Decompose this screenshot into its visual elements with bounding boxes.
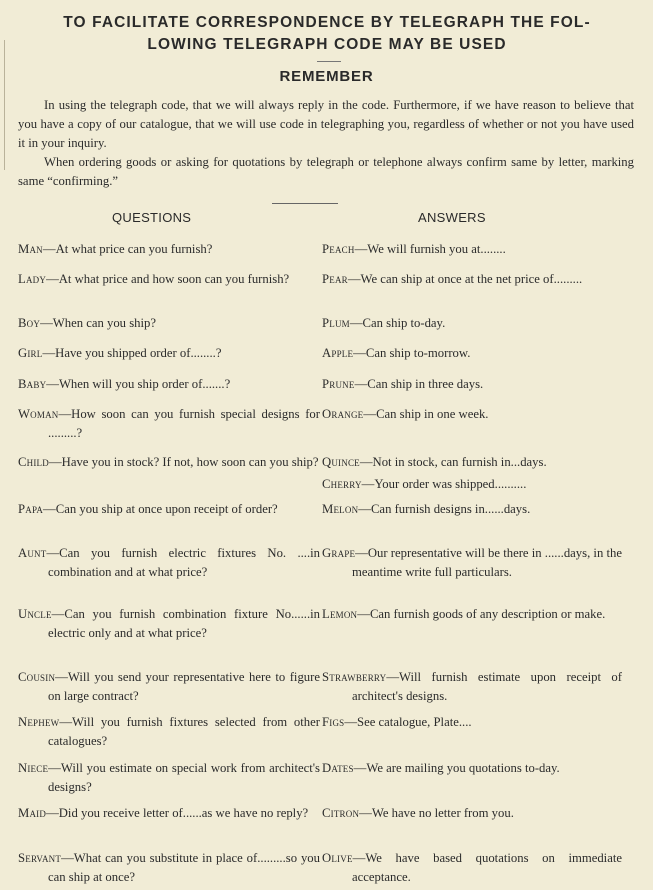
question-entry bbox=[18, 668, 320, 706]
answer-text: —Our representative will be there in ......days, in the meantime write full particulars. bbox=[352, 546, 622, 579]
code-word: Grape bbox=[322, 546, 356, 560]
answer-text: —We have based quotations on immediate acceptance. bbox=[352, 851, 622, 884]
code-word: Woman bbox=[18, 407, 59, 421]
code-word: Lemon bbox=[322, 607, 358, 621]
code-word: Quince bbox=[322, 455, 360, 469]
answer-text: —We can ship at once at the net price of......... bbox=[347, 272, 583, 286]
answers-heading: ANSWERS bbox=[418, 210, 486, 225]
code-word: Plum bbox=[322, 316, 350, 330]
code-word: Strawberry bbox=[322, 670, 387, 684]
question-entry bbox=[18, 804, 320, 823]
code-word: Girl bbox=[18, 346, 43, 360]
code-word: Peach bbox=[322, 242, 355, 256]
page-title bbox=[14, 12, 640, 56]
question-text: —Have you shipped order of........? bbox=[42, 346, 222, 360]
code-word: Cherry bbox=[322, 477, 362, 491]
code-word: Melon bbox=[322, 502, 359, 516]
code-word: Dates bbox=[322, 761, 354, 775]
code-word: Niece bbox=[18, 761, 49, 775]
question-entry bbox=[18, 405, 320, 443]
questions-heading: QUESTIONS bbox=[112, 210, 192, 225]
answer-entry bbox=[322, 453, 622, 472]
code-word: Pear bbox=[322, 272, 348, 286]
question-text: —Did you receive letter of......as we have no reply? bbox=[46, 806, 309, 820]
answer-text: —We have no letter from you. bbox=[359, 806, 514, 820]
answer-text: —See catalogue, Plate.... bbox=[344, 715, 472, 729]
code-word: Nephew bbox=[18, 715, 60, 729]
code-word: Cousin bbox=[18, 670, 56, 684]
answer-text: —Can ship in one week. bbox=[363, 407, 489, 421]
answer-entry bbox=[322, 713, 622, 732]
question-entry bbox=[18, 453, 320, 472]
question-text: —Can you furnish combination fixture No......in electric only and at what price? bbox=[48, 607, 320, 640]
code-word: Boy bbox=[18, 316, 41, 330]
answer-entry bbox=[322, 668, 622, 706]
answer-entry bbox=[322, 475, 622, 494]
answer-entry bbox=[322, 375, 622, 394]
intro-paragraph-1: In using the telegraph code, that we will always reply in the code. Furthermore, if we have reason to believe that you have a copy of our catalogue, that we will use code in telegraphing you, regardless of whether or not you have used it in your inquiry. bbox=[18, 98, 634, 150]
answer-entry bbox=[322, 804, 622, 823]
intro-text bbox=[18, 96, 634, 191]
question-text: —What can you substitute in place of.........so you can ship at once? bbox=[48, 851, 320, 884]
answer-entry bbox=[322, 544, 622, 582]
code-word: Aunt bbox=[18, 546, 47, 560]
answer-entry bbox=[322, 849, 622, 887]
question-text: —Will you send your representative here to figure on large contract? bbox=[48, 670, 320, 703]
question-text: —When will you ship order of.......? bbox=[46, 377, 231, 391]
question-text: —How soon can you furnish special designs for .........? bbox=[48, 407, 320, 440]
answer-entry bbox=[322, 314, 622, 333]
answer-text: —Not in stock, can furnish in...days. bbox=[359, 455, 547, 469]
answer-text: —Can furnish goods of any description or make. bbox=[357, 607, 606, 621]
question-entry bbox=[18, 849, 320, 887]
code-word: Orange bbox=[322, 407, 364, 421]
question-entry bbox=[18, 344, 320, 363]
code-word: Prune bbox=[322, 377, 355, 391]
answer-text: —Can ship to-day. bbox=[349, 316, 446, 330]
question-entry bbox=[18, 375, 320, 394]
question-entry bbox=[18, 759, 320, 797]
answer-entry bbox=[322, 500, 622, 519]
question-entry bbox=[18, 240, 320, 259]
remember-heading: REMEMBER bbox=[279, 68, 374, 85]
question-entry bbox=[18, 500, 320, 519]
code-word: Citron bbox=[322, 806, 360, 820]
answer-text: —Can ship in three days. bbox=[354, 377, 484, 391]
question-entry bbox=[18, 544, 320, 582]
question-text: —At what price and how soon can you furnish? bbox=[46, 272, 290, 286]
code-word: Papa bbox=[18, 502, 44, 516]
code-word: Olive bbox=[322, 851, 353, 865]
answer-text: —Will furnish estimate upon receipt of architect's designs. bbox=[352, 670, 622, 703]
question-text: —Will you estimate on special work from architect's designs? bbox=[48, 761, 320, 794]
question-text: —Can you furnish electric fixtures No. ....in combination and at what price? bbox=[46, 546, 320, 579]
answer-text: —Can ship to-morrow. bbox=[353, 346, 471, 360]
question-text: —At what price can you furnish? bbox=[42, 242, 213, 256]
answer-text: —Your order was shipped.......... bbox=[361, 477, 527, 491]
title-line-2: LOWING TELEGRAPH CODE MAY BE USED bbox=[147, 36, 507, 53]
question-text: —Will you furnish fixtures selected from other catalogues? bbox=[48, 715, 320, 748]
section-divider bbox=[272, 203, 338, 204]
intro-paragraph-2: When ordering goods or asking for quotations by telegraph or telephone always confirm same by letter, marking same “confirming.” bbox=[18, 155, 634, 188]
page-edge-mark bbox=[4, 40, 5, 170]
answer-text: —Can furnish designs in......days. bbox=[358, 502, 531, 516]
question-text: —When can you ship? bbox=[40, 316, 156, 330]
code-word: Lady bbox=[18, 272, 47, 286]
answer-entry bbox=[322, 405, 622, 424]
answer-entry bbox=[322, 344, 622, 363]
question-entry bbox=[18, 605, 320, 643]
title-line-1: TO FACILITATE CORRESPONDENCE BY TELEGRAPH THE FOL- bbox=[63, 14, 591, 31]
question-entry bbox=[18, 314, 320, 333]
code-word: Figs bbox=[322, 715, 345, 729]
code-word: Baby bbox=[18, 377, 47, 391]
code-word: Man bbox=[18, 242, 43, 256]
question-text: —Have you in stock? If not, how soon can you ship? bbox=[48, 455, 319, 469]
answer-entry bbox=[322, 605, 622, 624]
code-word: Child bbox=[18, 455, 49, 469]
code-word: Maid bbox=[18, 806, 47, 820]
answer-entry bbox=[322, 759, 622, 778]
code-word: Servant bbox=[18, 851, 62, 865]
answer-text: —We will furnish you at........ bbox=[354, 242, 506, 256]
title-divider bbox=[317, 61, 341, 62]
question-entry bbox=[18, 270, 320, 289]
answer-entry bbox=[322, 270, 622, 289]
answer-text: —We are mailing you quotations to-day. bbox=[353, 761, 560, 775]
code-word: Apple bbox=[322, 346, 354, 360]
question-text: —Can you ship at once upon receipt of order? bbox=[43, 502, 278, 516]
answer-entry bbox=[322, 240, 622, 259]
code-word: Uncle bbox=[18, 607, 52, 621]
question-entry bbox=[18, 713, 320, 751]
